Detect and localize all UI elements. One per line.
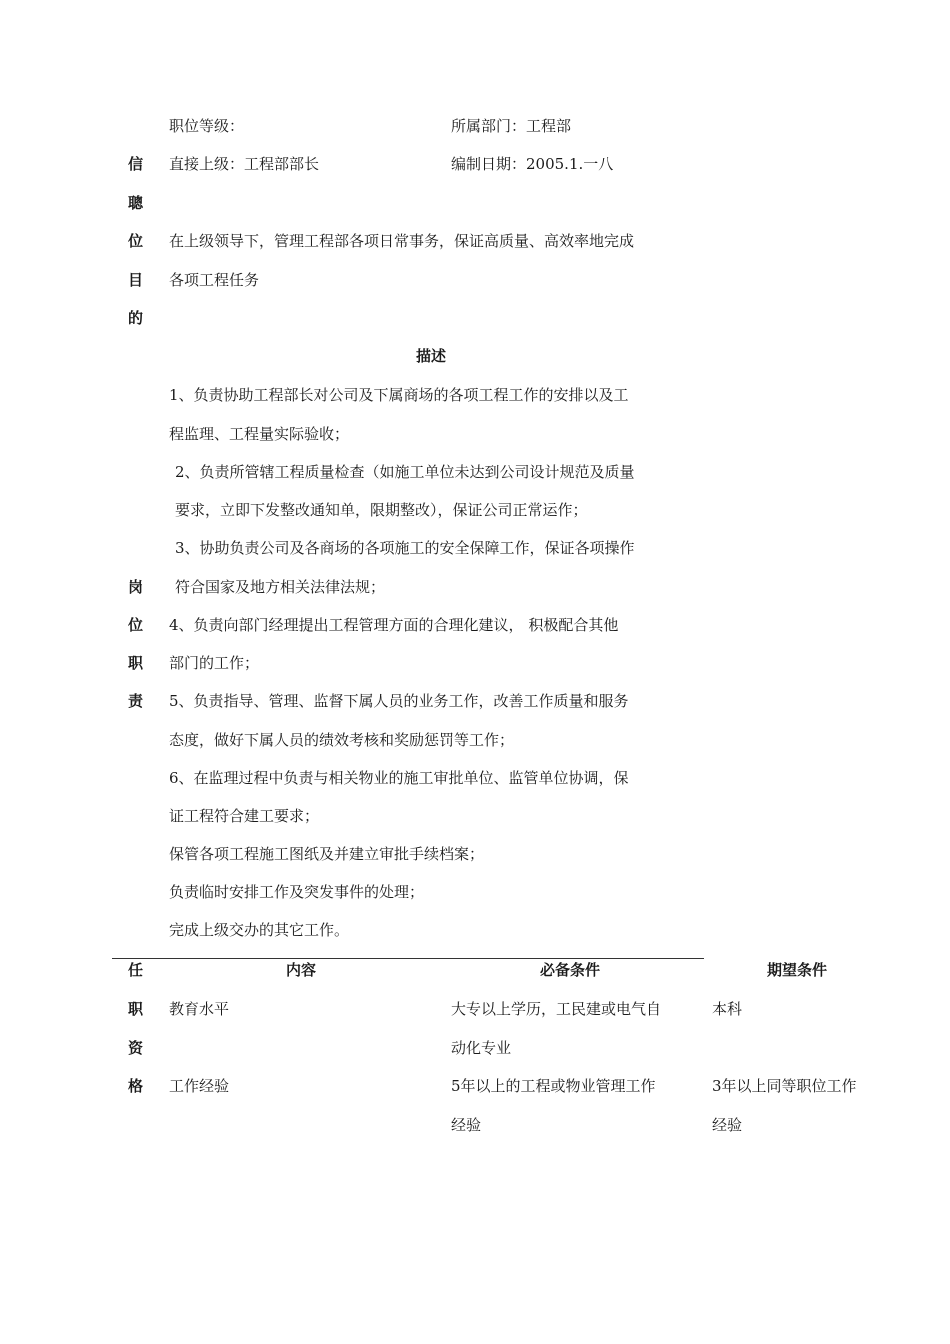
qual-section-char: 任 <box>128 961 144 979</box>
duty-line: 2、负责所管辖工程质量检查（如施工单位未达到公司设计规范及质量 <box>175 463 635 481</box>
duty-line: 1、负责协助工程部长对公司及下属商场的各项工程工作的安排以及工 <box>169 386 629 404</box>
duty-line: 证工程符合建工要求； <box>169 807 320 825</box>
department: 所属部门：工程部 <box>451 117 572 135</box>
purpose-section-char: 目 <box>128 271 144 289</box>
duties-section-char: 职 <box>128 654 144 672</box>
row-required: 动化专业 <box>451 1039 512 1057</box>
row-required: 经验 <box>451 1116 482 1134</box>
duty-line: 负责临时安排工作及突发事件的处理； <box>169 883 425 901</box>
row-item: 工作经验 <box>169 1077 230 1095</box>
supervisor: 直接上级：工程部部长 <box>169 155 320 173</box>
compile-date: 编制日期：2005.1.一八 <box>451 155 614 173</box>
duties-section-char: 位 <box>128 616 144 634</box>
duty-line: 3、协助负责公司及各商场的各项施工的安全保障工作，保证各项操作 <box>175 539 635 557</box>
duty-line: 要求，立即下发整改通知单，限期整改），保证公司正常运作； <box>175 501 588 519</box>
row-item: 教育水平 <box>169 1000 230 1018</box>
qual-section-char: 格 <box>128 1077 144 1095</box>
row-expected: 本科 <box>712 1000 743 1018</box>
header-content: 内容 <box>286 961 317 979</box>
purpose-line: 在上级领导下，管理工程部各项日常事务，保证高质量、高效率地完成 <box>169 232 635 250</box>
duty-line: 4、负责向部门经理提出工程管理方面的合理化建议， 积极配合其他 <box>169 616 619 634</box>
duties-section-char: 责 <box>128 692 144 710</box>
duty-line: 态度，做好下属人员的绩效考核和奖励惩罚等工作； <box>169 731 515 749</box>
qual-section-char: 资 <box>128 1039 144 1057</box>
grade-label: 职位等级： <box>169 117 245 135</box>
duty-line: 保管各项工程施工图纸及并建立审批手续档案； <box>169 845 485 863</box>
purpose-section-char: 的 <box>128 309 144 327</box>
row-expected: 经验 <box>712 1116 743 1134</box>
duty-line: 完成上级交办的其它工作。 <box>169 921 350 939</box>
table-divider <box>112 958 704 959</box>
info-section-char: 聰 <box>128 194 144 212</box>
purpose-line: 各项工程任务 <box>169 271 260 289</box>
duty-line: 程监理、工程量实际验收； <box>169 425 350 443</box>
row-required: 大专以上学历，工民建或电气自 <box>451 1000 662 1018</box>
header-expected: 期望条件 <box>767 961 828 979</box>
description-heading: 描述 <box>416 347 447 365</box>
duty-line: 6、在监理过程中负责与相关物业的施工审批单位、监管单位协调，保 <box>169 769 629 787</box>
info-section-char: 信 <box>128 155 144 173</box>
duties-section-char: 岗 <box>128 578 144 596</box>
header-required: 必备条件 <box>540 961 601 979</box>
duty-line: 5、负责指导、管理、监督下属人员的业务工作，改善工作质量和服务 <box>169 692 629 710</box>
duty-line: 部门的工作； <box>169 654 260 672</box>
duty-line: 符合国家及地方相关法律法规； <box>175 578 386 596</box>
purpose-section-char: 位 <box>128 232 144 250</box>
row-required: 5年以上的工程或物业管理工作 <box>451 1077 656 1095</box>
qual-section-char: 职 <box>128 1000 144 1018</box>
row-expected: 3年以上同等职位工作 <box>712 1077 857 1095</box>
